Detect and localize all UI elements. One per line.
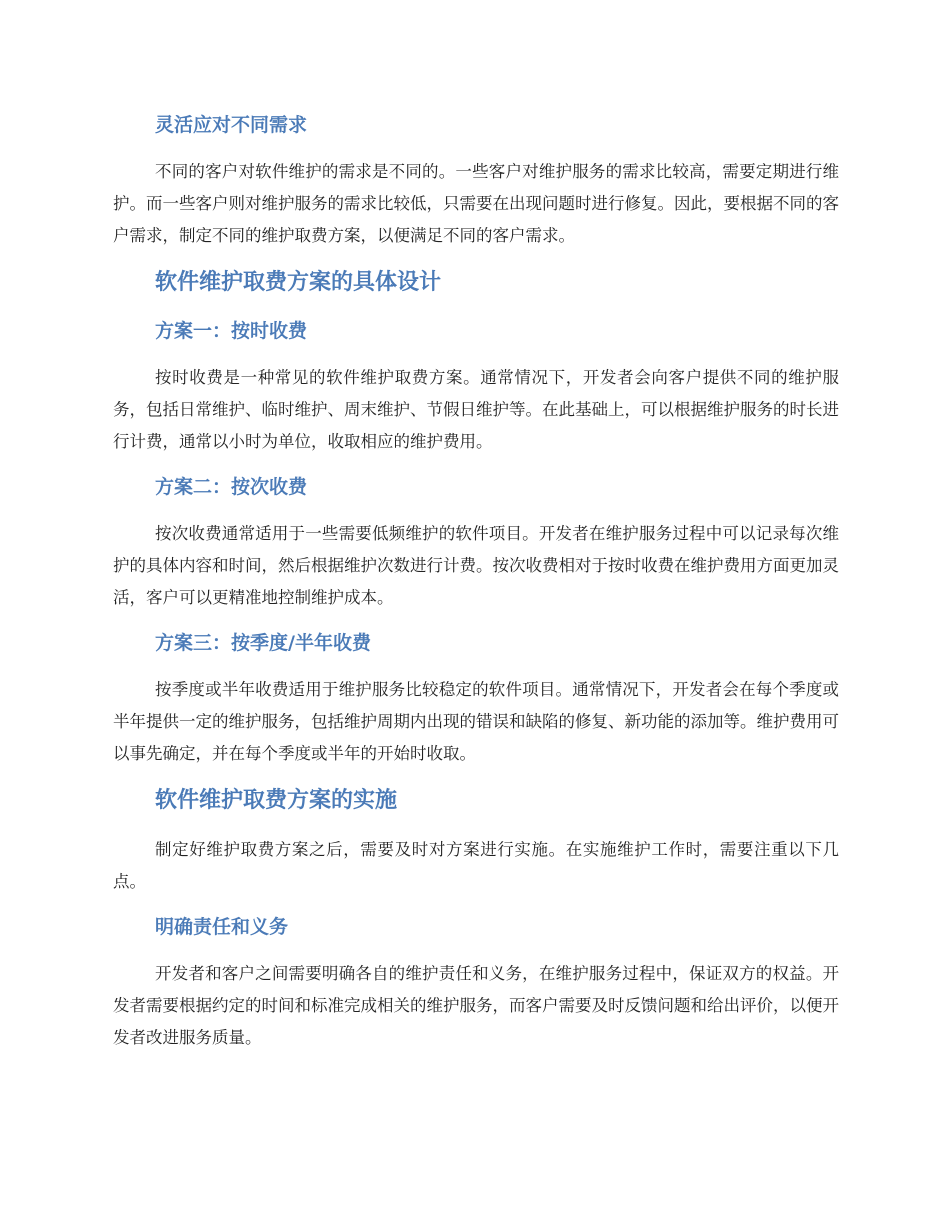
paragraph-plan-three: 按季度或半年收费适用于维护服务比较稳定的软件项目。通常情况下，开发者会在每个季度或半年提供一定的维护服务，包括维护周期内出现的错误和缺陷的修复、新功能的添加等。维护费用可以事先确定，并在每个季度或半年的开始时收取。 xyxy=(113,680,839,763)
heading-plan-three: 方案三：按季度/半年收费 xyxy=(155,632,371,654)
paragraph-plan-one: 按时收费是一种常见的软件维护取费方案。通常情况下，开发者会向客户提供不同的维护服务，包括日常维护、临时维护、周末维护、节假日维护等。在此基础上，可以根据维护服务的时长进行计费，通常以小时为单位，收取相应的维护费用。 xyxy=(113,368,839,451)
heading-implementation: 软件维护取费方案的实施 xyxy=(155,788,398,813)
heading-plan-one: 方案一：按时收费 xyxy=(155,320,308,342)
heading-responsibility: 明确责任和义务 xyxy=(155,916,289,938)
paragraph-responsibility: 开发者和客户之间需要明确各自的维护责任和义务，在维护服务过程中，保证双方的权益。开发者需要根据约定的时间和标准完成相关的维护服务，而客户需要及时反馈问题和给出评价，以便开发者改进服务质量。 xyxy=(113,964,839,1047)
paragraph-flexible-needs: 不同的客户对软件维护的需求是不同的。一些客户对维护服务的需求比较高，需要定期进行维护。而一些客户则对维护服务的需求比较低，只需要在出现问题时进行修复。因此，要根据不同的客户需求，制定不同的维护取费方案，以便满足不同的客户需求。 xyxy=(113,162,839,245)
heading-plan-design: 软件维护取费方案的具体设计 xyxy=(155,270,442,295)
heading-flexible-needs: 灵活应对不同需求 xyxy=(155,114,308,136)
document-content xyxy=(113,110,839,1054)
paragraph-plan-two: 按次收费通常适用于一些需要低频维护的软件项目。开发者在维护服务过程中可以记录每次维护的具体内容和时间，然后根据维护次数进行计费。按次收费相对于按时收费在维护费用方面更加灵活，客户可以更精准地控制维护成本。 xyxy=(113,524,839,607)
heading-plan-two: 方案二：按次收费 xyxy=(155,476,308,498)
paragraph-implementation: 制定好维护取费方案之后，需要及时对方案进行实施。在实施维护工作时，需要注重以下几点。 xyxy=(113,840,839,891)
